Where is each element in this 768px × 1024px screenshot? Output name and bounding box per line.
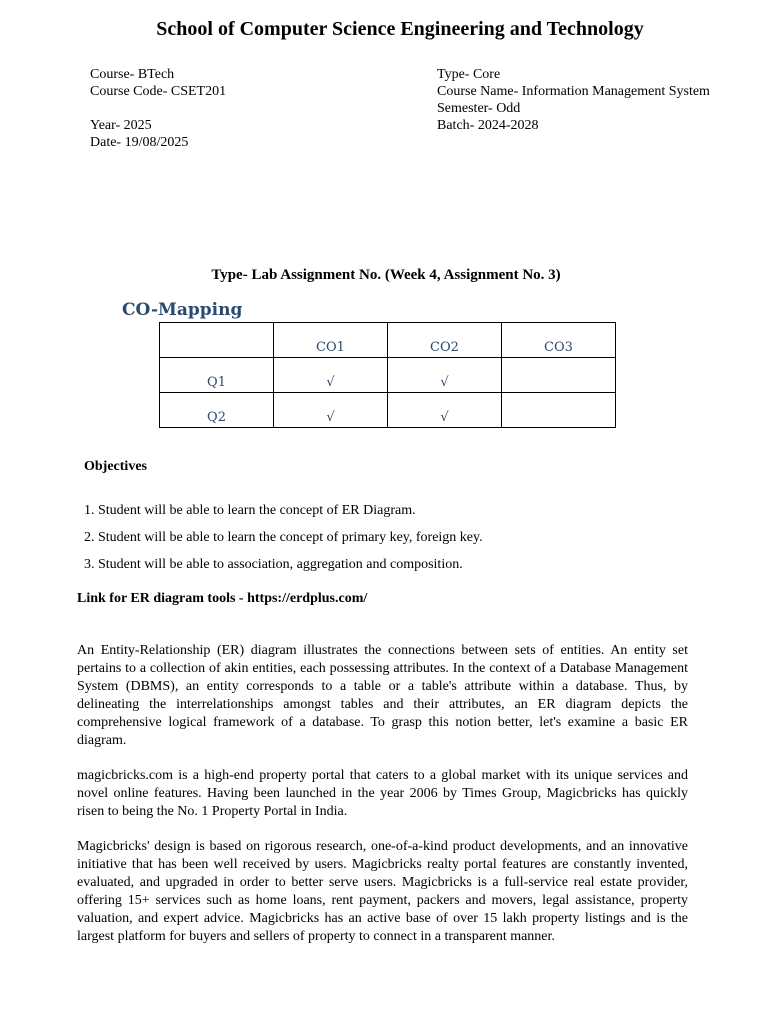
paragraph-magicbricks-intro: magicbricks.com is a high-end property portal that caters to a global market with its unique services and novel online features. Having been launched in the year 2006 by Times Group, Magicbricks has quickly risen to being the No. 1 Property Portal in India.: [77, 768, 688, 819]
table-header-cell: CO2: [388, 323, 502, 358]
list-item: 2. Student will be able to learn the concept of primary key, foreign key.: [84, 530, 483, 545]
list-item: 1. Student will be able to learn the concept of ER Diagram.: [84, 503, 416, 518]
table-row: [160, 358, 616, 393]
table-cell: Q2: [160, 393, 274, 428]
table-header-cell: CO3: [502, 323, 616, 358]
table-cell: √: [274, 393, 388, 428]
year-label: Year- 2025: [90, 118, 152, 133]
objectives-list: [84, 503, 483, 584]
objectives-heading: Objectives: [84, 459, 147, 474]
table-row: [160, 393, 616, 428]
table-cell: √: [388, 393, 502, 428]
table-header-cell: CO1: [274, 323, 388, 358]
table-cell: Q1: [160, 358, 274, 393]
list-item: 3. Student will be able to association, aggregation and composition.: [84, 557, 463, 572]
co-mapping-table: [159, 322, 616, 428]
table-cell: √: [388, 358, 502, 393]
table-cell: √: [274, 358, 388, 393]
table-cell: [502, 393, 616, 428]
course-name-label: Course Name- Information Management System: [437, 84, 710, 99]
semester-label: Semester- Odd: [437, 101, 521, 116]
type-label: Type- Core: [437, 67, 501, 82]
paragraph-er-intro: An Entity-Relationship (ER) diagram illustrates the connections between sets of entities. An entity set pertains to a collection of akin entities, each possessing attributes. In the context of a Database Management System (DBMS), an entity corresponds to a table or a table's attribute within a database. Thus, by delineating the interrelationships amongst tables and their attributes, an ER diagram depicts the comprehensive logical framework of a database. To grasp this notion better, let's examine a basic ER diagram.: [77, 643, 688, 748]
er-tool-link[interactable]: Link for ER diagram tools - https://erdplus.com/: [77, 591, 368, 606]
table-header-row: [160, 323, 616, 358]
date-label: Date- 19/08/2025: [90, 135, 189, 150]
meta-right-column: [437, 66, 717, 134]
meta-left-column: [90, 66, 390, 151]
course-code-label: Course Code- CSET201: [90, 84, 227, 99]
table-header-cell: [160, 323, 274, 358]
assignment-title: Type- Lab Assignment No. (Week 4, Assignment No. 3): [211, 267, 561, 283]
page-title: School of Computer Science Engineering and Technology: [156, 18, 644, 40]
batch-label: Batch- 2024-2028: [437, 118, 539, 133]
paragraph-magicbricks-design: Magicbricks' design is based on rigorous research, one-of-a-kind product developments, and an innovative initiative that has been well received by users. Magicbricks realty portal features are constantly invented, evaluated, and upgraded in order to better serve users. Magicbricks is a full-service real estate provider, offering 15+ services such as home loans, rent payment, packers and movers, legal assistance, property valuation, and expert advice. Magicbricks has an active base of over 15 lakh property listings and is the largest platform for buyers and sellers of property to connect in a transparent manner.: [77, 839, 688, 944]
course-label: Course- BTech: [90, 67, 175, 82]
table-cell: [502, 358, 616, 393]
co-mapping-heading: CO-Mapping: [122, 300, 243, 320]
